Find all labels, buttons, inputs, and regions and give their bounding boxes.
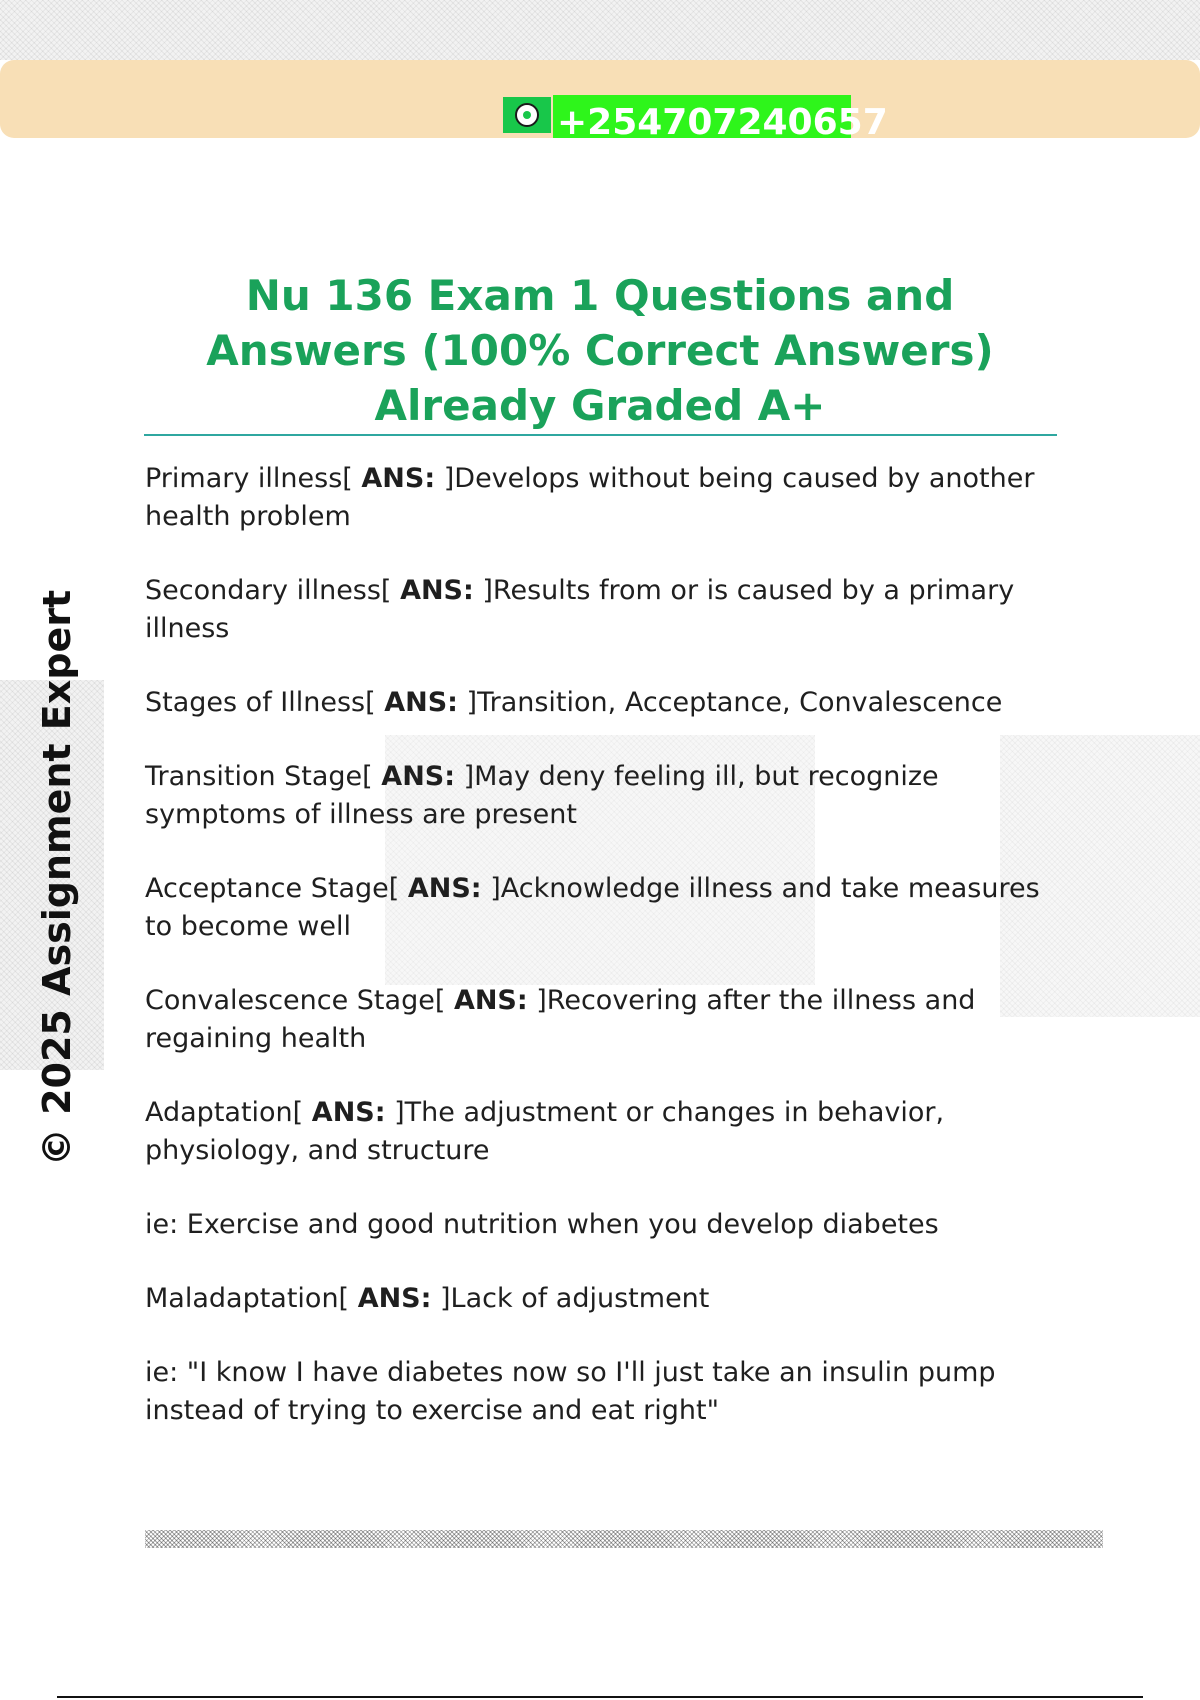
phone-glyph-icon [515, 103, 539, 127]
qa-term: Stages of Illness[ [145, 687, 385, 718]
qa-item [145, 684, 1045, 722]
phone-number[interactable]: +254707240657 [553, 95, 851, 138]
qa-answer: ]Develops without being caused by another health problem [145, 463, 1035, 532]
qa-note: ie: "I know I have diabetes now so I'll just take an insulin pump instead of trying to exercise and eat right" [145, 1357, 996, 1426]
title-divider [144, 434, 1057, 436]
qa-answer: ]May deny feeling ill, but recognize symptoms of illness are present [145, 761, 939, 830]
ans-label: ANS: [311, 1097, 386, 1128]
ans-label: ANS: [384, 687, 458, 718]
ans-label: ANS: [400, 575, 474, 606]
page-bottom-rule [57, 1696, 1143, 1698]
ans-label: ANS: [407, 873, 482, 904]
qa-term: Primary illness[ [145, 463, 362, 494]
ans-label: ANS: [381, 761, 456, 792]
qa-term: Adaptation[ [145, 1097, 312, 1128]
qa-item [145, 1280, 1045, 1318]
qa-term: Secondary illness[ [145, 575, 401, 606]
qa-answer: ]Results from or is caused by a primary illness [145, 575, 1015, 644]
qa-term: Maladaptation[ [145, 1283, 358, 1314]
qa-term: Transition Stage[ [145, 761, 382, 792]
qa-item [145, 982, 1045, 1058]
qa-term: Acceptance Stage[ [145, 873, 408, 904]
ans-label: ANS: [361, 463, 436, 494]
qa-answer: ]Recovering after the illness and regaining health [145, 985, 976, 1054]
whatsapp-icon[interactable] [503, 97, 551, 133]
qa-answer: ]The adjustment or changes in behavior, physiology, and structure [145, 1097, 945, 1166]
qa-term: Convalescence Stage[ [145, 985, 454, 1016]
qa-item [145, 572, 1045, 648]
qa-answer: ]Acknowledge illness and take measures to become well [145, 873, 1040, 942]
top-hatch-band [0, 0, 1200, 60]
qa-answer: ]Transition, Acceptance, Convalescence [457, 687, 1003, 718]
qa-answer: ]Lack of adjustment [431, 1283, 710, 1314]
qa-item [145, 460, 1045, 536]
ans-label: ANS: [357, 1283, 432, 1314]
qa-list [145, 460, 1045, 1466]
qa-item [145, 758, 1045, 834]
bottom-hatch-strip [145, 1530, 1103, 1548]
qa-item [145, 870, 1045, 946]
document-title: Nu 136 Exam 1 Questions and Answers (100% Correct Answers) Already Graded A+ [206, 271, 994, 430]
qa-note: ie: Exercise and good nutrition when you develop diabetes [145, 1209, 939, 1240]
qa-item [145, 1094, 1045, 1170]
ans-label: ANS: [453, 985, 528, 1016]
copyright-watermark: © 2025 Assignment Expert [35, 589, 79, 1167]
